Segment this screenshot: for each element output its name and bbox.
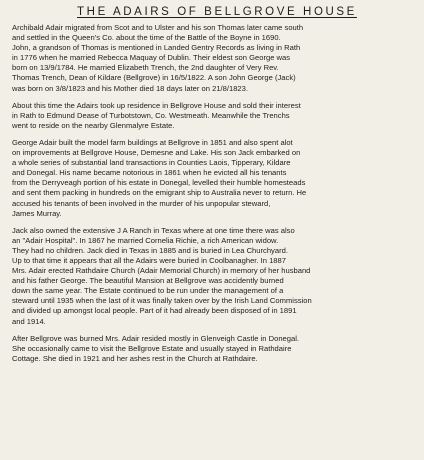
document-title (12, 6, 414, 18)
title-text: THE ADAIRS OF BELLGROVE HOUSE (77, 6, 357, 18)
text-line: and settled in the Queen's Co. about the time of the Battle of the Boyne in 1690. (12, 33, 281, 43)
text-line: in Rath to Edmund Dease of Turbotstown, Co. Westmeath. Meanwhile the Trenchs (12, 110, 290, 120)
text-line: and Donegal. His name became notorious in 1861 when he evicted all his tenants (12, 168, 287, 178)
paragraph (12, 138, 414, 219)
text-line: Thomas Trench, Dean of Kildare (Bellgrove) in 16/5/1822. A son John George (Jack) (12, 73, 296, 83)
text-line: Up to that time it appears that all the Adairs were buried in Coolbanagher. In 1887 (12, 255, 286, 265)
text-line: They had no children. Jack died in Texas in 1885 and is buried in Lea Churchyard. (12, 245, 288, 255)
paragraph (12, 334, 414, 364)
text-line: She occasionally came to visit the Bellgrove Estate and usually stayed in Rathdaire (12, 343, 292, 353)
text-line: After Bellgrove was burned Mrs. Adair resided mostly in Glenveigh Castle in Donegal. (12, 333, 300, 343)
text-line: from the Derryveagh portion of his estate in Donegal, levelled their humble homesteads (12, 178, 306, 188)
text-line: an "Adair Hospital". In 1867 he married Cornelia Richie, a rich American widow. (12, 235, 279, 245)
text-line: Archibald Adair migrated from Scot and to Ulster and his son Thomas later came south (12, 23, 304, 32)
paragraph (12, 101, 414, 131)
text-line: a whole series of substantial land transactions in Counties Laois, Tipperary, Kildare (12, 158, 291, 168)
text-line: John, a grandson of Thomas is mentioned in Landed Gentry Records as living in Rath (12, 43, 301, 53)
text-line: was born on 3/8/1823 and his Mother died 18 days later on 21/8/1823. (12, 83, 248, 93)
text-line: James Murray. (12, 208, 62, 218)
document-body (12, 23, 414, 364)
text-line: Mrs. Adair erected Rathdaire Church (Adair Memorial Church) in memory of her husband (12, 266, 311, 276)
text-line: Cottage. She died in 1921 and her ashes rest in the Church at Rathdaire. (12, 353, 258, 363)
text-line: accused his tenants of been involved in the murder of his unpopular steward, (12, 198, 271, 208)
text-line: George Adair built the model farm buildings at Bellgrove in 1851 and also spent alot (12, 137, 293, 147)
text-line: and his father George. The beautiful Mansion at Bellgrove was accidently burned (12, 276, 284, 286)
text-line: and divided up amongst local people. Part of it had already been disposed of in 1891 (12, 306, 297, 316)
text-line: in 1776 when he married Rebecca Maquay of Dublin. Their eldest son George was (12, 53, 291, 63)
text-line: Jack also owned the extensive J A Ranch in Texas where at one time there was also (12, 225, 295, 235)
text-line: and 1914. (12, 316, 46, 326)
text-line: born on 13/9/1784. He married Elizabeth Trench, the 2nd daughter of Very Rev. (12, 63, 279, 73)
text-line: down the same year. The Estate continued to be run under the management of a (12, 286, 284, 296)
paragraph (12, 226, 414, 327)
text-line: on improvements at Bellgrove House, Demesne and Lake. His son Jack embarked on (12, 148, 301, 158)
text-line: and sent them packing in hundreds on the emigrant ship to Australia never to return. He (12, 188, 307, 198)
paragraph (12, 23, 414, 94)
text-line: steward until 1935 when the last of it was finally taken over by the Irish Land Commission (12, 296, 312, 306)
text-line: About this time the Adairs took up residence in Bellgrove House and sold their interest (12, 100, 301, 110)
text-line: went to reside on the nearby Glenmalyre Estate. (12, 120, 175, 130)
